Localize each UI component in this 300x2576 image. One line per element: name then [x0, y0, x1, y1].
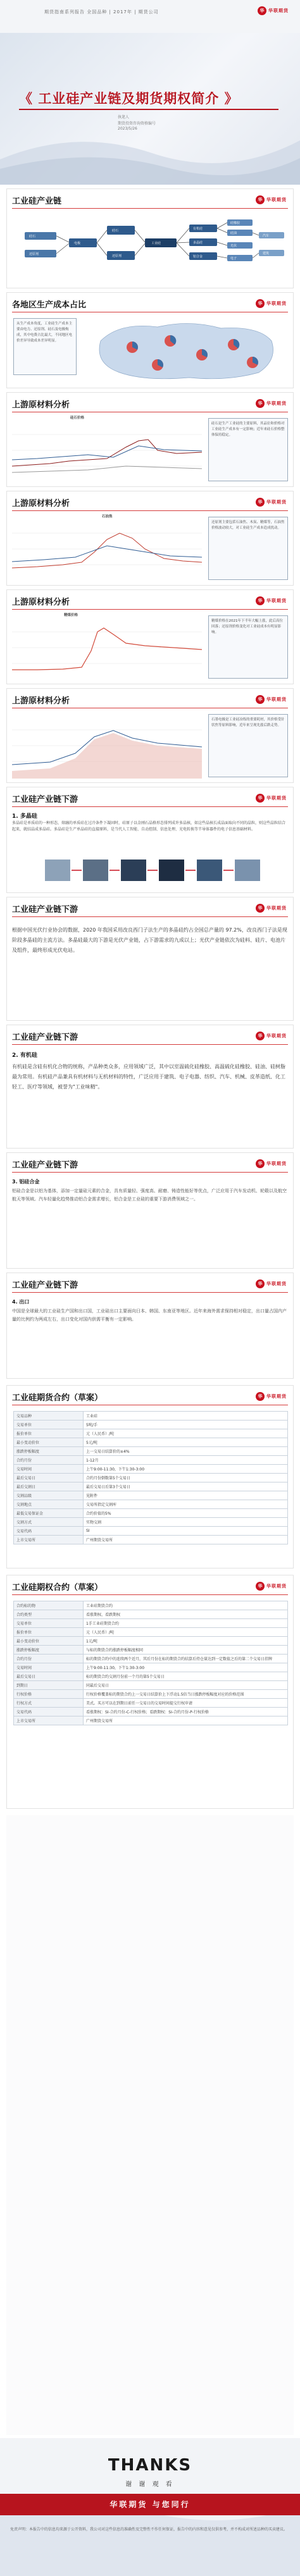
brand-icon: 华 [256, 1032, 265, 1040]
table-value-cell: 行权价格覆盖标的期货合约上一交易日结算价上下浮动1.5倍当日涨跌停板幅度对应的价格范围 [84, 1690, 288, 1699]
table-row [14, 1536, 288, 1544]
table-key-cell: 合约类型 [14, 1610, 84, 1619]
svg-text:还原剂: 还原剂 [29, 252, 39, 256]
table-row [14, 1456, 288, 1465]
table-key-cell: 交易单位 [14, 1420, 84, 1429]
brand-icon: 华 [256, 498, 265, 507]
raw2-text-box: 还原剂主要包括石油焦、木炭、精煤等，石油焦价格波动较大，对工业硅生产成本造成扰动。 [208, 517, 288, 580]
slide-logo [256, 195, 287, 204]
slide-title: 上游原材料分析 [12, 499, 70, 508]
slide-divider [12, 1044, 288, 1045]
table-value-cell: 元（人民币）/吨 [84, 1429, 288, 1438]
table-key-cell: 合约月份 [14, 1655, 84, 1663]
slide-industry-chain [6, 188, 294, 288]
table-row [14, 1482, 288, 1491]
slide-logo [256, 399, 287, 408]
slide-logo [256, 904, 287, 913]
table-key-cell: 行权价格 [14, 1690, 84, 1699]
table-value-cell: 看涨期权：SI-合约月份-C-行权价格；看跌期权：SI-合约月份-P-行权价格 [84, 1708, 288, 1716]
section-body-polysilicon: 多晶硅是单质硅的一种形态，熔融的单质硅在过冷条件下凝固时，硅原子以金刚石晶格形态排列成许多晶核，如这些晶核长成晶面取向不同的晶粒，则这些晶粒结合起来，就结晶成多晶硅。多晶硅是生产单晶硅的直接原料，是当代人工智能、自动控制、信息处理、光电转换等半导体器件的电子信息基础材料。 [12, 821, 286, 832]
title-underline [19, 109, 278, 110]
table-key-cell: 最小变动价位 [14, 1637, 84, 1646]
cost-text-box: 从生产成本角度，工业硅生产成本主要由电力、还原剂、硅石及电极构成，其中电费占比最大，不同地区电价差异导致成本差异明显。 [13, 318, 77, 375]
table-value-cell: 广州期货交易所 [84, 1536, 288, 1544]
svg-text:工业硅: 工业硅 [151, 242, 161, 245]
slide-title: 上游原材料分析 [12, 598, 70, 607]
slide-divider [12, 1172, 288, 1173]
table-row [14, 1429, 288, 1438]
table-row [14, 1637, 288, 1646]
brand-icon: 华 [256, 195, 265, 204]
slide-title: 工业硅产业链下游 [12, 1161, 78, 1170]
table-key-cell: 报价单位 [14, 1429, 84, 1438]
report-header [0, 0, 300, 33]
raw1-line-chart [12, 422, 202, 483]
table-row [14, 1619, 288, 1628]
brand-text: 华联期货 [266, 197, 287, 202]
author-line-2: 期货投资咨询资格编号 [118, 121, 156, 126]
slide-logo [256, 794, 287, 803]
table-value-cell: 与标的期货合约涨跌停板幅度相同 [84, 1646, 288, 1655]
table-value-cell: 看涨期权、看跌期权 [84, 1610, 288, 1619]
section-head-organosilicon: 2. 有机硅 [12, 1052, 37, 1059]
chart-title: 硅石价格 [70, 416, 85, 420]
table-key-cell: 交割方式 [14, 1518, 84, 1527]
slide-logo [256, 1392, 287, 1401]
table-row [14, 1438, 288, 1447]
table-value-cell: 上午9:00-11:30，下午1:30-3:00 [84, 1465, 288, 1474]
slide-divider [12, 1594, 288, 1595]
table-key-cell: 上市交易所 [14, 1716, 84, 1725]
brand-text: 华联期货 [266, 301, 287, 306]
slide-divider [12, 510, 288, 511]
slide-cost-share [6, 292, 294, 388]
table-row [14, 1628, 288, 1637]
table-key-cell: 报价单位 [14, 1628, 84, 1637]
slide-downstream-2 [6, 897, 294, 1021]
slide-raw-material-3 [6, 589, 294, 684]
svg-text:硅橡胶: 硅橡胶 [230, 221, 241, 225]
svg-text:电极: 电极 [74, 242, 81, 245]
header-text: 期货指南系列报告 全国品种 | 2017年 | 期货公司 [44, 9, 159, 15]
slide-title: 工业硅期权合约（草案） [12, 1583, 103, 1593]
brand-icon: 华 [256, 399, 265, 408]
table-key-cell: 交易时间 [14, 1663, 84, 1672]
title-banner [0, 33, 300, 185]
slide-option-contract [6, 1575, 294, 1809]
brand-text: 华联期货 [266, 1281, 287, 1286]
table-key-cell: 最后交易日 [14, 1474, 84, 1482]
table-value-cell: 交易所指定交割库 [84, 1500, 288, 1509]
table-key-cell: 合约月份 [14, 1456, 84, 1465]
slogan-bar [0, 2494, 300, 2515]
brand-text: 华联期货 [266, 906, 287, 911]
pv-paragraph: 根据中国光伏行业协会的数据，2020 年我国采用改良西门子法生产的多晶硅约占全国总产量的 97.2%，改良西门子法是现阶段多晶硅的主流方法。多晶硅最大的下游是光伏产业链，占下游需求的九成以上；光伏产业链依次为硅料、硅片、电池片及组件，最终形成光伏电站。 [12, 927, 287, 953]
slide-divider [12, 806, 288, 807]
brand-text: 华联期货 [266, 598, 287, 603]
table-key-cell: 上市交易所 [14, 1536, 84, 1544]
table-value-cell: 广州期货交易所 [84, 1716, 288, 1725]
table-row [14, 1610, 288, 1619]
chain-node-label: 硅石 [29, 235, 36, 238]
table-row [14, 1518, 288, 1527]
raw4-text-box: 石墨电极是工业硅冶炼的重要耗材，其价格受针状焦等原料影响，近年来呈现先涨后跌走势。 [208, 714, 288, 777]
table-key-cell: 最后交割日 [14, 1482, 84, 1491]
raw1-text-box: 硅石是生产工业硅的主要原料，其品位和价格对工业硅生产成本有一定影响；近年来硅石价格整体保持稳定。 [208, 418, 288, 481]
thanks-footer [0, 2438, 300, 2576]
table-row [14, 1500, 288, 1509]
table-row [14, 1474, 288, 1482]
svg-text:建筑: 建筑 [263, 252, 270, 256]
table-value-cell: 上午9:00-11:30，下午1:30-3:00 [84, 1663, 288, 1672]
futures-contract-table-wrap [13, 1411, 288, 1544]
table-row [14, 1690, 288, 1699]
brand-text: 华联期货 [266, 1033, 287, 1038]
export-paragraph: 中国是全球最大的工业硅生产国和出口国，工业硅出口主要面向日本、韩国、东南亚等地区。近年来海外需求保持相对稳定，出口量占国内产量的比例约为两成左右，出口变化对国内供需平衡有一定影响。 [12, 1309, 287, 1322]
table-row [14, 1699, 288, 1708]
author-line-1: 执笔人 [118, 115, 130, 120]
table-value-cell: 1手工业硅期货合约 [84, 1619, 288, 1628]
slide-title: 工业硅产业链下游 [12, 795, 78, 804]
table-key-cell: 交易品种 [14, 1412, 84, 1420]
table-value-cell: 5吨/手 [84, 1420, 288, 1429]
table-value-cell: 标的期货合约交割月份前一个月的第5个交易日 [84, 1672, 288, 1681]
brand-text: 华联期货 [266, 1394, 287, 1399]
table-key-cell: 行权方式 [14, 1699, 84, 1708]
thanks-title: THANKS [108, 2456, 192, 2475]
table-key-cell: 交易代码 [14, 1708, 84, 1716]
slide-divider [12, 208, 288, 209]
chart-title: 精煤价格 [64, 613, 78, 617]
section-head-polysilicon: 1. 多晶硅 [12, 813, 37, 820]
header-logo [258, 6, 289, 15]
slide-divider [12, 609, 288, 610]
table-value-cell: 1元/吨 [84, 1637, 288, 1646]
slide-divider [12, 1292, 288, 1293]
raw4-area-chart [12, 714, 202, 779]
table-key-cell: 交易单位 [14, 1619, 84, 1628]
table-value-cell: 工业硅期货合约 [84, 1601, 288, 1610]
page-title: 《 工业硅产业链及期货期权简介 》 [19, 91, 239, 106]
table-key-cell: 最后交易日 [14, 1672, 84, 1681]
brand-icon: 华 [256, 596, 265, 605]
industry-chain-diagram [12, 213, 288, 284]
slide-logo [256, 498, 287, 507]
brand-icon: 华 [256, 1392, 265, 1401]
table-row [14, 1681, 288, 1690]
table-value-cell: 上一交易日结算价的±4% [84, 1447, 288, 1456]
option-contract-table [13, 1601, 288, 1725]
brand-icon: 华 [256, 1582, 265, 1591]
table-row [14, 1663, 288, 1672]
table-value-cell: 实物交割 [84, 1518, 288, 1527]
slide-logo [256, 1159, 287, 1168]
pv-chain-icons [45, 853, 260, 889]
table-key-cell: 涨跌停板幅度 [14, 1646, 84, 1655]
brand-text: 华联期货 [266, 697, 287, 702]
blank-area [6, 1815, 294, 2435]
table-row [14, 1601, 288, 1610]
table-value-cell: 见附件 [84, 1491, 288, 1500]
table-row [14, 1646, 288, 1655]
slide-downstream-5 [6, 1273, 294, 1379]
slide-downstream [6, 787, 294, 893]
svg-text:汽车: 汽车 [263, 234, 270, 238]
brand-icon: 华 [256, 1159, 265, 1168]
table-key-cell: 交易代码 [14, 1527, 84, 1536]
table-key-cell: 交割品级 [14, 1491, 84, 1500]
slide-title: 工业硅产业链下游 [12, 1033, 78, 1042]
table-key-cell: 最小变动价位 [14, 1438, 84, 1447]
table-row [14, 1655, 288, 1663]
table-value-cell: 工业硅 [84, 1412, 288, 1420]
alloy-paragraph: 铝硅合金是以铝为基体，添加一定量硅元素的合金，具有质量轻、强度高、耐磨、铸造性能好等优点，广泛应用于汽车发动机、轮毂以及航空航天等领域。汽车轻量化趋势推动铝合金需求增长，铝合金是工业硅的重要下游消费领域之一。 [12, 1188, 287, 1202]
brand-icon: 华 [256, 904, 265, 913]
brand-text: 华联期货 [266, 500, 287, 505]
brand-text: 华联期货 [266, 1584, 287, 1589]
svg-text:硅油: 硅油 [230, 231, 237, 235]
slide-title: 各地区生产成本占比 [12, 300, 87, 310]
slide-logo [256, 596, 287, 605]
table-value-cell: 最后交易日后第3个交易日 [84, 1482, 288, 1491]
table-value-cell: 1-12月 [84, 1456, 288, 1465]
report-date: 2023/5/26 [118, 126, 137, 131]
raw3-text-box: 精煤价格在2021年下半年大幅上涨，此后高位回落；还原剂价格变化对工业硅成本有明显影响。 [208, 615, 288, 679]
table-row [14, 1420, 288, 1429]
node-raw [69, 238, 97, 247]
brand-text: 华联期货 [266, 401, 287, 406]
brand-text: 华联期货 [266, 1161, 287, 1166]
table-value-cell: 合约月份倒数第5个交易日 [84, 1474, 288, 1482]
table-key-cell: 交易时间 [14, 1465, 84, 1474]
table-key-cell: 合约标的物 [14, 1601, 84, 1610]
brand-icon: 华 [256, 695, 265, 704]
slide-title: 上游原材料分析 [12, 400, 70, 410]
table-key-cell: 交割地点 [14, 1500, 84, 1509]
brand-icon: 华 [258, 6, 266, 15]
table-row [14, 1491, 288, 1500]
slide-divider [12, 916, 288, 917]
brand-icon: 华 [256, 1279, 265, 1288]
table-value-cell: 美式。买方可以在到期日前任一交易日的交易时间提交行权申请 [84, 1699, 288, 1708]
svg-text:铝合金: 铝合金 [193, 255, 203, 259]
brand-icon: 华 [256, 794, 265, 803]
header-logo-text: 华联期货 [268, 8, 289, 13]
raw3-line-chart [12, 619, 202, 680]
slide-futures-contract [6, 1385, 294, 1568]
slide-raw-material-2 [6, 491, 294, 586]
section-head-export: 4. 出口 [12, 1299, 30, 1305]
slide-title: 上游原材料分析 [12, 696, 70, 706]
svg-text:还原剂: 还原剂 [112, 254, 122, 258]
table-key-cell: 到期日 [14, 1681, 84, 1690]
brand-text: 华联期货 [266, 796, 287, 801]
cost-map [82, 316, 291, 385]
thanks-subtitle: 谢 谢 观 看 [125, 2481, 175, 2488]
slide-raw-material-1 [6, 392, 294, 487]
table-value-cell: 标的期货合约中的连续两个近月，其后月份在标的期货合约结算后持仓量达到一定数值之后的第二个交易日挂牌 [84, 1655, 288, 1663]
table-value-cell: 同最后交易日 [84, 1681, 288, 1690]
raw2-line-chart [12, 521, 202, 581]
svg-text:硅石: 硅石 [112, 229, 119, 233]
slide-raw-material-4 [6, 688, 294, 783]
table-row [14, 1412, 288, 1420]
slide-logo [256, 1279, 287, 1288]
slide-logo [256, 695, 287, 704]
table-row [14, 1527, 288, 1536]
svg-text:电子: 电子 [230, 257, 237, 261]
slide-title: 工业硅产业链下游 [12, 905, 78, 915]
table-key-cell: 最低交易保证金 [14, 1509, 84, 1518]
option-contract-table-wrap [13, 1601, 288, 1725]
svg-text:有机硅: 有机硅 [193, 227, 203, 231]
chart-title: 石油焦 [102, 515, 113, 519]
table-row [14, 1672, 288, 1681]
brand-icon: 华 [256, 299, 265, 308]
svg-text:光伏: 光伏 [230, 244, 237, 248]
slide-title: 工业硅期货合约（草案） [12, 1393, 103, 1403]
table-row [14, 1708, 288, 1716]
slide-title: 工业硅产业链 [12, 197, 62, 206]
slide-downstream-4 [6, 1152, 294, 1269]
table-value-cell: 元（人民币）/吨 [84, 1628, 288, 1637]
slide-logo [256, 1582, 287, 1591]
table-row [14, 1447, 288, 1456]
table-value-cell: SI [84, 1527, 288, 1536]
organosilicon-paragraph: 有机硅是含硅有机化合物的统称，产品种类众多，应用领域广泛，其中以室温硫化硅橡胶、高温硫化硅橡胶、硅油、硅树脂最为常用。有机硅产品兼具有机材料与无机材料的特性，广泛应用于建筑、电子电器、纺织、汽车、机械、皮革造纸、化工轻工、医疗等领域，被誉为"工业味精"。 [12, 1064, 285, 1090]
svg-text:多晶硅: 多晶硅 [193, 241, 203, 245]
slide-logo [256, 1032, 287, 1040]
table-row [14, 1465, 288, 1474]
table-key-cell: 涨跌停板幅度 [14, 1447, 84, 1456]
futures-contract-table [13, 1411, 288, 1544]
slide-downstream-3 [6, 1025, 294, 1149]
section-head-alloy: 3. 铝硅合金 [12, 1179, 40, 1185]
slogan-text: 华联期货 与您同行 [109, 2500, 191, 2509]
disclaimer-text: 免责声明：本报告中的信息均来源于公开资料，我公司对这些信息的准确性及完整性不作任何保证，报告中的内容和意见仅供参考，并不构成对所述品种的买卖建议。 [10, 2527, 288, 2532]
table-value-cell: 合约价值的5% [84, 1509, 288, 1518]
table-row [14, 1716, 288, 1725]
table-row [14, 1509, 288, 1518]
slide-logo [256, 299, 287, 308]
table-value-cell: 5元/吨 [84, 1438, 288, 1447]
slide-title: 工业硅产业链下游 [12, 1281, 78, 1290]
